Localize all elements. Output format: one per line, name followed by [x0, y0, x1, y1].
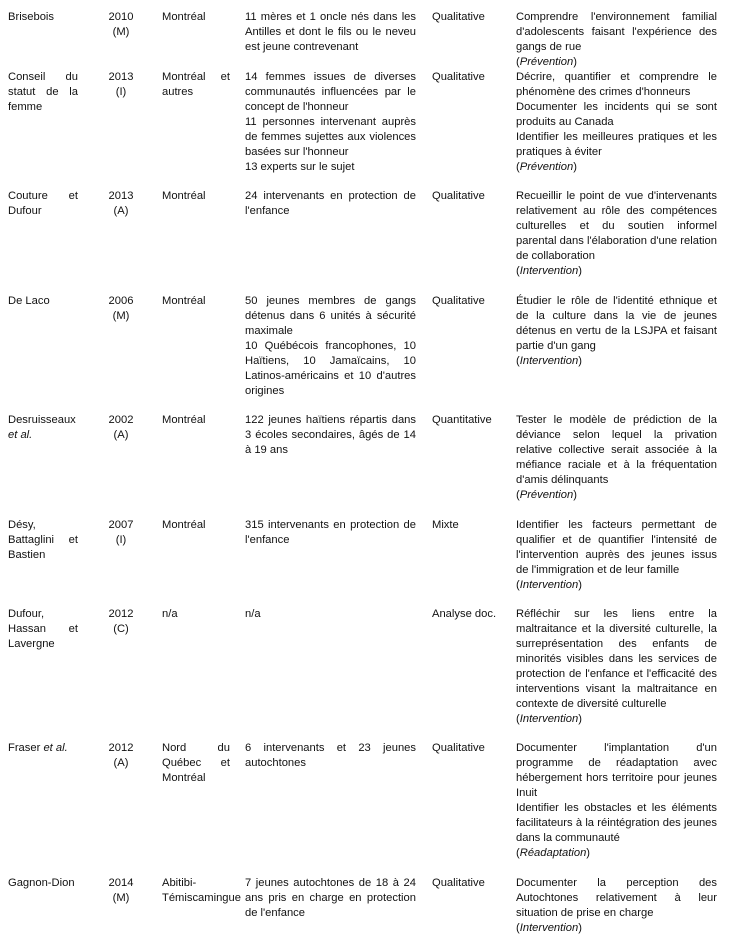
year-cell	[104, 294, 138, 324]
objective-cell	[516, 70, 717, 175]
category-name: Prévention	[519, 489, 574, 501]
author-name: Dufour, Hassan et Lavergne	[8, 608, 78, 650]
year: 2002	[108, 414, 134, 426]
author-cell	[8, 294, 78, 309]
author-et-al: et al.	[43, 742, 68, 754]
category-name: Réadaptation	[519, 847, 587, 859]
sample-cell	[245, 189, 416, 219]
category-name: Intervention	[519, 355, 579, 367]
year: 2010	[108, 11, 134, 23]
category-name: Intervention	[519, 922, 579, 934]
category-label: (Prévention)	[516, 161, 577, 173]
category-name: Prévention	[519, 161, 574, 173]
sample-line: n/a	[245, 608, 261, 620]
category-label: (Intervention)	[516, 579, 582, 591]
year: 2014	[108, 877, 134, 889]
place-cell: n/a	[162, 608, 178, 620]
year: 2012	[108, 608, 134, 620]
objective-cell	[516, 876, 717, 936]
objective-line: Documenter l'implantation d'un programme de réadaptation avec hébergement hors territoire pour jeunes Inuit	[516, 742, 717, 799]
publication-type: (I)	[115, 534, 127, 546]
author-name: De Laco	[8, 295, 50, 307]
objective-cell	[516, 741, 717, 861]
method-cell: Qualitative	[432, 190, 485, 202]
sample-line: 315 intervenants en protection de l'enfance	[245, 519, 416, 546]
place-cell: Montréal et autres	[162, 71, 230, 98]
author-cell	[8, 741, 78, 756]
sample-line: 50 jeunes membres de gangs détenus dans 6 unités à sécurité maximale	[245, 295, 416, 337]
objective-cell	[516, 413, 717, 503]
sample-cell	[245, 607, 416, 622]
objective-line: Décrire, quantifier et comprendre le phénomène des crimes d'honneurs	[516, 71, 717, 98]
author-cell	[8, 189, 78, 219]
year-cell	[104, 189, 138, 219]
objective-cell	[516, 10, 717, 70]
method-cell: Qualitative	[432, 295, 485, 307]
year-cell	[104, 413, 138, 443]
category-label: (Intervention)	[516, 922, 582, 934]
publication-type: (M)	[112, 26, 130, 38]
sample-cell	[245, 10, 416, 55]
year: 2013	[108, 190, 134, 202]
objective-line: Recueillir le point de vue d'intervenants relativement au rôle des compétences culturelles et du soutien informel parental dans l'élaboration d'une relation de collaboration	[516, 190, 717, 262]
method-cell: Analyse doc.	[432, 608, 497, 620]
sample-line: 7 jeunes autochtones de 18 à 24 ans pris en charge en protection de l'enfance	[245, 877, 416, 919]
publication-type: (A)	[113, 429, 129, 441]
publication-type: (I)	[115, 86, 127, 98]
objective-line: Documenter les incidents qui se sont produits au Canada	[516, 101, 717, 128]
sample-line: 14 femmes issues de diverses communautés influencées par le concept de l'honneur	[245, 71, 416, 113]
category-label: (Prévention)	[516, 489, 577, 501]
publication-type: (M)	[112, 310, 130, 322]
sample-line: 13 experts sur le sujet	[245, 161, 355, 173]
sample-line: 6 intervenants et 23 jeunes autochtones	[245, 742, 416, 769]
sample-line: 11 mères et 1 oncle nés dans les Antilles et dont le fils ou le neveu est jeune contrevenant	[245, 11, 416, 53]
author-name: Brisebois	[8, 11, 55, 23]
place-cell: Montréal	[162, 414, 206, 426]
publication-type: (A)	[113, 205, 129, 217]
sample-line: 122 jeunes haïtiens répartis dans 3 écoles secondaires, âgés de 14 à 19 ans	[245, 414, 416, 456]
year: 2013	[108, 71, 134, 83]
author-cell	[8, 518, 78, 563]
sample-cell	[245, 741, 416, 771]
author-name: Fraser	[8, 742, 41, 754]
author-name: Gagnon-Dion	[8, 877, 75, 889]
author-et-al: et al.	[8, 429, 33, 441]
year-cell	[104, 70, 138, 100]
category-name: Intervention	[519, 265, 579, 277]
sample-line: 24 intervenants en protection de l'enfance	[245, 190, 416, 217]
publication-type: (C)	[113, 623, 129, 635]
year: 2012	[108, 742, 134, 754]
author-name: Conseil du statut de la femme	[8, 71, 78, 113]
method-cell: Qualitative	[432, 877, 485, 889]
objective-cell	[516, 607, 717, 727]
year-cell	[104, 876, 138, 906]
place-cell: Abitibi-Témiscamingue	[162, 877, 241, 904]
sample-cell	[245, 518, 416, 548]
category-label: (Intervention)	[516, 265, 582, 277]
place-cell: Montréal	[162, 519, 206, 531]
category-label: (Intervention)	[516, 355, 582, 367]
method-cell: Qualitative	[432, 71, 485, 83]
author-cell	[8, 10, 78, 25]
category-label: (Intervention)	[516, 713, 582, 725]
method-cell: Mixte	[432, 519, 459, 531]
category-name: Intervention	[519, 579, 579, 591]
objective-line: Tester le modèle de prédiction de la déviance selon lequel la privation relative collective serait associée à la méfiance raciale et à la fréquentation d'amis délinquants	[516, 414, 717, 486]
method-cell: Qualitative	[432, 742, 485, 754]
objective-cell	[516, 294, 717, 369]
author-name: Désy, Battaglini et Bastien	[8, 519, 78, 561]
method-cell: Qualitative	[432, 11, 485, 23]
author-name: Desruisseaux	[8, 414, 76, 426]
author-cell	[8, 607, 78, 652]
objective-line: Documenter la perception des Autochtones relativement à leur situation de prise en charge	[516, 877, 717, 919]
objective-cell	[516, 518, 717, 593]
place-cell: Nord du Québec et Montréal	[162, 742, 230, 784]
author-cell	[8, 876, 78, 891]
place-cell: Montréal	[162, 190, 206, 202]
year-cell	[104, 741, 138, 771]
category-label: (Prévention)	[516, 56, 577, 68]
year-cell	[104, 10, 138, 40]
year-cell	[104, 518, 138, 548]
objective-line: Étudier le rôle de l'identité ethnique et de la culture dans la vie de jeunes détenus en vertu de la LSJPA et faisant partie d'un gang	[516, 295, 717, 352]
sample-line: 11 personnes intervenant auprès de femmes sujettes aux violences basées sur l'honneur	[245, 116, 416, 158]
year: 2007	[108, 519, 134, 531]
sample-line: 10 Québécois francophones, 10 Haïtiens, 10 Jamaïcains, 10 Latinos-américains et 10 d'autres origines	[245, 340, 416, 397]
category-name: Prévention	[519, 56, 574, 68]
method-cell: Quantitative	[432, 414, 492, 426]
sample-cell	[245, 294, 416, 399]
author-cell	[8, 413, 78, 443]
place-cell: Montréal	[162, 295, 206, 307]
author-cell	[8, 70, 78, 115]
sample-cell	[245, 876, 416, 921]
sample-cell	[245, 413, 416, 458]
objective-line: Identifier les meilleures pratiques et les pratiques à éviter	[516, 131, 717, 158]
author-name: Couture et Dufour	[8, 190, 78, 217]
year: 2006	[108, 295, 134, 307]
objective-line: Identifier les obstacles et les éléments facilitateurs à la réintégration des jeunes dans la communauté	[516, 802, 717, 844]
publication-type: (A)	[113, 757, 129, 769]
objective-line: Comprendre l'environnement familial d'adolescents faisant l'expérience des gangs de rue	[516, 11, 717, 53]
publication-type: (M)	[112, 892, 130, 904]
objective-line: Réfléchir sur les liens entre la maltraitance et la diversité culturelle, la surreprésentation des enfants de minorités visibles dans les services de protection de l'enfance et l'efficacité des interventions visant la maltraitance en contexte de diversité culturelle	[516, 608, 717, 710]
category-name: Intervention	[519, 713, 579, 725]
place-cell: Montréal	[162, 11, 206, 23]
year-cell	[104, 607, 138, 637]
objective-cell	[516, 189, 717, 279]
sample-cell	[245, 70, 416, 175]
objective-line: Identifier les facteurs permettant de qualifier et de quantifier l'intensité de l'intervention auprès des jeunes issus de l'immigration et de leur famille	[516, 519, 717, 576]
category-label: (Réadaptation)	[516, 847, 591, 859]
